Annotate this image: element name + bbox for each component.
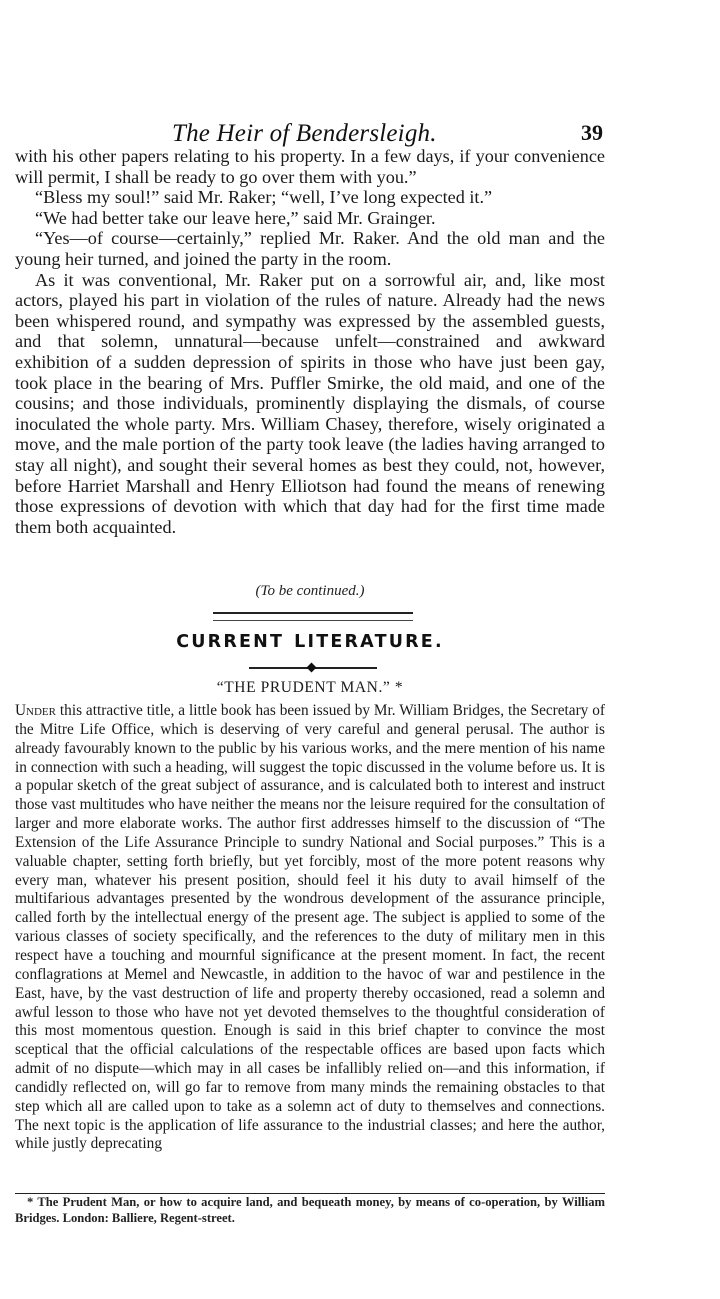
page-number: 39 [581, 120, 603, 145]
section-title-word: LITERATURE. [294, 632, 444, 652]
footnote [15, 1195, 605, 1226]
to-be-continued: (To be continued.) [255, 583, 365, 599]
diamond-ornament-icon [249, 663, 377, 673]
section-title-word: CURRENT [176, 632, 285, 652]
section-divider-rule [213, 612, 413, 621]
footnote-text: * The Prudent Man, or how to acquire land, and bequeath money, by means of co-operation, by William Bridges. London: Balliere, Regent-street. [15, 1195, 605, 1225]
lead-word: Under [15, 702, 56, 719]
story-paragraph: “We had better take our leave here,” said Mr. Grainger. [35, 207, 436, 228]
story-paragraph: As it was conventional, Mr. Raker put on a sorrowful air, and, like most actors, played his part in violation of the rules of nature. Already had the news been whispered round, and sympathy was expressed by the assembled guests, and that solemn, unnatural—because unfelt—constrained and awkward exhibition of a sudden depression of spirits in those who have just been gay, took place in the bearing of Mrs. Puffler Smirke, the old maid, and one of the cousins; and those individuals, prominently displaying the dismals, of course inoculated the whole party. Mrs. William Chasey, therefore, wisely originated a move, and the male portion of the party took leave (the ladies having arranged to stay all night), and sought their several homes as best they could, not, however, before Harriet Marshall and Henry Elliotson had found the means of renewing those expressions of devotion with which that day had for the first time made them both acquainted. [15, 269, 605, 537]
story-continuation [15, 146, 605, 537]
article-paragraph [15, 702, 605, 1154]
section-title [0, 632, 620, 652]
article-text: this attractive title, a little book has been issued by Mr. William Bridges, the Secretary of the Mitre Life Office, which is deserving of very careful and general perusal. The author is already favourably known to the public by his various works, and the mere mention of his name in connection with such a heading, will suggest the topic discussed in the volume before us. It is a popular sketch of the great subject of assurance, and is calculated both to interest and instruct those vast multitudes who have neither the means nor the leisure required for the consultation of larger and more elaborate works. The author first addresses himself to the discussion of “The Extension of the Life Assurance Principle to sundry National and Social purposes.” This is a valuable chapter, setting forth briefly, but yet forcibly, most of the more potent reasons why every man, whatever his present position, should feel it his duty to avail himself of the multifarious advantages presented by the wondrous development of the assurance principle, called forth by the intellectual energy of the present age. The subject is applied to some of the various classes of society specifically, and the references to the duty of military men in this respect have a touching and mournful significance at the present moment. In fact, the recent conflagrations at Memel and Newcastle, in addition to the havoc of war and pestilence in the East, have, by the vast destruction of life and property thereby occasioned, read a solemn and awful lesson to those who have not yet devoted themselves to the thoughtful consideration of this most momentous question. Enough is said in this brief chapter to convince the most sceptical that the official calculations of the respectable offices are based upon facts which admit of no dispute—which may in all cases be infallibly relied on—and this information, if candidly reflected on, will go far to remove from many minds the remaining obstacles to that step which all are called upon to take as a solemn act of duty to themselves and connections. The next topic is the application of life assurance to the industrial classes; and here the author, while justly deprecating [15, 702, 605, 1153]
article-body [15, 702, 605, 1154]
story-paragraph: with his other papers relating to his property. In a few days, if your convenience will permit, I shall be ready to go over them with you.” [15, 146, 605, 187]
story-paragraph: “Yes—of course—certainly,” replied Mr. Raker. And the old man and the young heir turned, and joined the party in the room. [15, 228, 605, 269]
story-paragraph: “Bless my soul!” said Mr. Raker; “well, I’ve long expected it.” [35, 187, 493, 208]
running-title: The Heir of Bendersleigh. [172, 120, 437, 147]
article-title: “THE PRUDENT MAN.” * [216, 679, 404, 696]
footnote-rule [15, 1193, 605, 1194]
